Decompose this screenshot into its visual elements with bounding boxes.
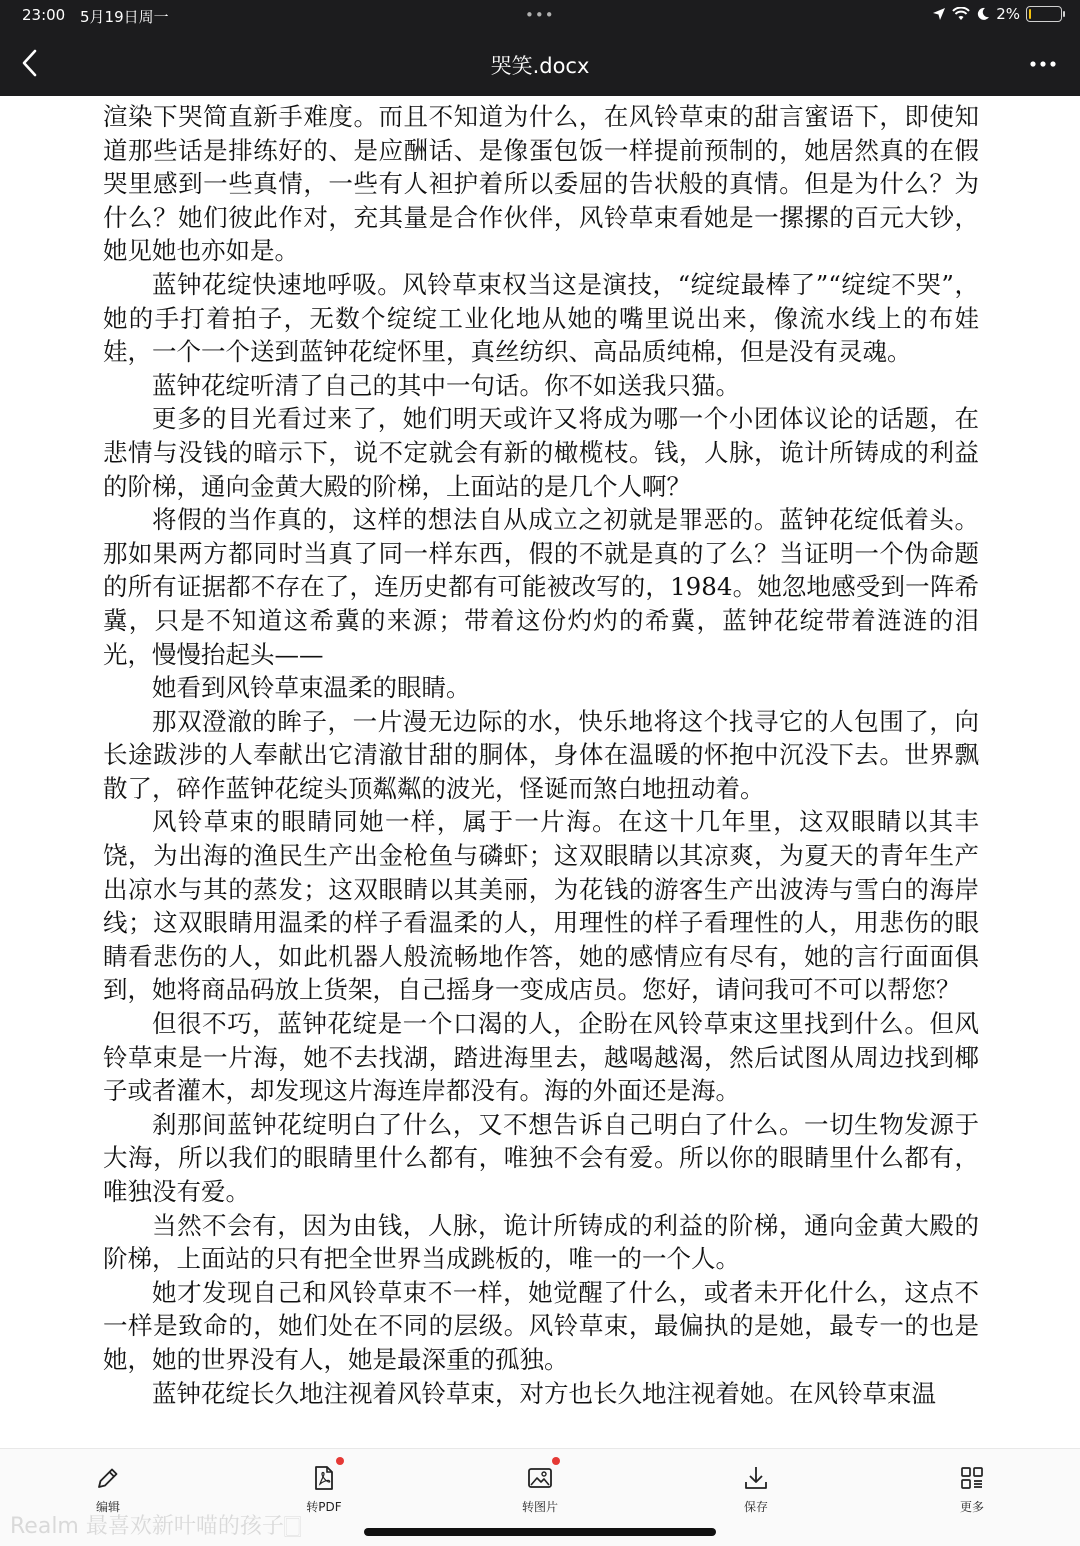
edit-button[interactable]	[68, 1463, 148, 1515]
top-bar	[0, 0, 1080, 96]
paragraph: 蓝钟花绽听清了自己的其中一句话。你不如送我只猫。	[152, 370, 740, 400]
save-button[interactable]	[716, 1463, 796, 1515]
more-label: 更多	[959, 1500, 984, 1514]
status-date: 5月19日周一	[80, 8, 169, 26]
home-indicator[interactable]	[364, 1528, 716, 1536]
watermark: Realm 最喜欢新叶喵的孩子🀆	[10, 1514, 302, 1539]
paragraph: 但很不巧，蓝钟花绽是一个口渴的人，企盼在风铃草束这里找到什么。但风铃草束是一片海，她不去找湖，踏进海里去，越喝越渴，然后试图从周边找到椰子或者灌木，却发现这片海连岸都没有。海的外面还是海。	[103, 1009, 979, 1106]
paragraph: 刹那间蓝钟花绽明白了什么，又不想告诉自己明白了什么。一切生物发源于大海，所以我们的眼睛里什么都有，唯独不会有爱。所以你的眼睛里什么都有，唯独没有爱。	[103, 1109, 979, 1206]
more-button[interactable]	[932, 1463, 1012, 1515]
paragraph: 更多的目光看过来了，她们明天或许又将成为哪一个小团体议论的话题，在悲情与没钱的暗示下，说不定就会有新的橄榄枝。钱，人脉，诡计所铸成的利益的阶梯，通向金黄大殿的阶梯，上面站的是几个人啊？	[103, 404, 979, 501]
document-body	[103, 100, 979, 1410]
notification-dot	[552, 1457, 560, 1465]
paragraph: 当然不会有，因为由钱，人脉，诡计所铸成的利益的阶梯，通向金黄大殿的阶梯，上面站的只有把全世界当成跳板的，唯一的一个人。	[103, 1210, 979, 1274]
wifi-icon	[952, 7, 970, 21]
grid-icon	[957, 1463, 987, 1493]
image-icon	[525, 1463, 555, 1493]
more-options-icon[interactable]	[1028, 56, 1058, 72]
status-time: 23:00	[22, 6, 66, 24]
paragraph: 渲染下哭简直新手难度。而且不知道为什么，在风铃草束的甜言蜜语下，即使知道那些话是排练好的、是应酬话、是像蛋包饭一样提前预制的，她居然真的在假哭里感到一些真情，一些有人袒护着所以委屈的告状般的真情。但是为什么？为什么？她们彼此作对，充其量是合作伙伴，风铃草束看她是一摞摞的百元大钞，她见她也亦如是。	[103, 102, 979, 266]
moon-icon	[976, 7, 990, 21]
pencil-icon	[93, 1463, 123, 1493]
location-icon	[932, 7, 946, 21]
paragraph: 蓝钟花绽快速地呼吸。风铃草束权当这是演技，“绽绽最棒了”“绽绽不哭”，她的手打着拍子，无数个绽绽工业化地从她的嘴里说出来，像流水线上的布娃娃，一个一个送到蓝钟花绽怀里，真丝纺织、高品质纯棉，但是没有灵魂。	[103, 269, 979, 367]
battery-percent: 2%	[996, 5, 1020, 23]
battery-level	[1029, 9, 1031, 19]
document-title: 哭笑.docx	[490, 54, 590, 78]
paragraph: 蓝钟花绽长久地注视着风铃草束，对方也长久地注视着她。在风铃草束温	[152, 1378, 936, 1408]
edit-label: 编辑	[95, 1500, 120, 1514]
convert-image-label: 转图片	[521, 1500, 558, 1514]
save-label: 保存	[743, 1500, 768, 1514]
download-icon	[741, 1463, 771, 1493]
paragraph: 她看到风铃草束温柔的眼睛。	[152, 673, 471, 703]
convert-pdf-label: 转PDF	[306, 1500, 342, 1514]
paragraph: 那双澄澈的眸子，一片漫无边际的水，快乐地将这个找寻它的人包围了，向长途跋涉的人奉献出它清澈甘甜的胴体，身体在温暖的怀抱中沉没下去。世界飘散了，碎作蓝钟花绽头顶粼粼的波光，怪诞而煞白地扭动着。	[103, 706, 979, 803]
battery-icon	[1026, 6, 1062, 22]
multitasking-dots[interactable]: •••	[525, 6, 555, 24]
convert-image-button[interactable]	[500, 1463, 580, 1515]
convert-pdf-button[interactable]	[284, 1463, 364, 1515]
pdf-icon	[309, 1463, 339, 1493]
paragraph: 她才发现自己和风铃草束不一样，她觉醒了什么，或者未开化什么，这点不一样是致命的，她们处在不同的层级。风铃草束，最偏执的是她，最专一的也是她，她的世界没有人，她是最深重的孤独。	[103, 1277, 979, 1374]
status-indicators	[932, 5, 1062, 23]
document-viewer[interactable]	[0, 96, 1080, 1448]
paragraph: 将假的当作真的，这样的想法自从成立之初就是罪恶的。蓝钟花绽低着头。那如果两方都同时当真了同一样东西，假的不就是真的了么？当证明一个伪命题的所有证据都不存在了，连历史都有可能被改写的，1984。她忽地感受到一阵希冀，只是不知道这希冀的来源；带着这份灼灼的希冀，蓝钟花绽带着涟涟的泪光，慢慢抬起头——	[103, 505, 979, 669]
notification-dot	[336, 1457, 344, 1465]
paragraph: 风铃草束的眼睛同她一样，属于一片海。在这十几年里，这双眼睛以其丰饶，为出海的渔民生产出金枪鱼与磷虾；这双眼睛以其凉爽，为夏天的青年生产出凉水与其的蒸发；这双眼睛以其美丽，为花钱的游客生产出波涛与雪白的海岸线；这双眼睛用温柔的样子看温柔的人，用理性的样子看理性的人，用悲伤的眼睛看悲伤的人，如此机器人般流畅地作答，她的感情应有尽有，她的言行面面俱到，她将商品码放上货架，自己摇身一变成店员。您好，请问我可不可以帮您？	[103, 807, 979, 1005]
